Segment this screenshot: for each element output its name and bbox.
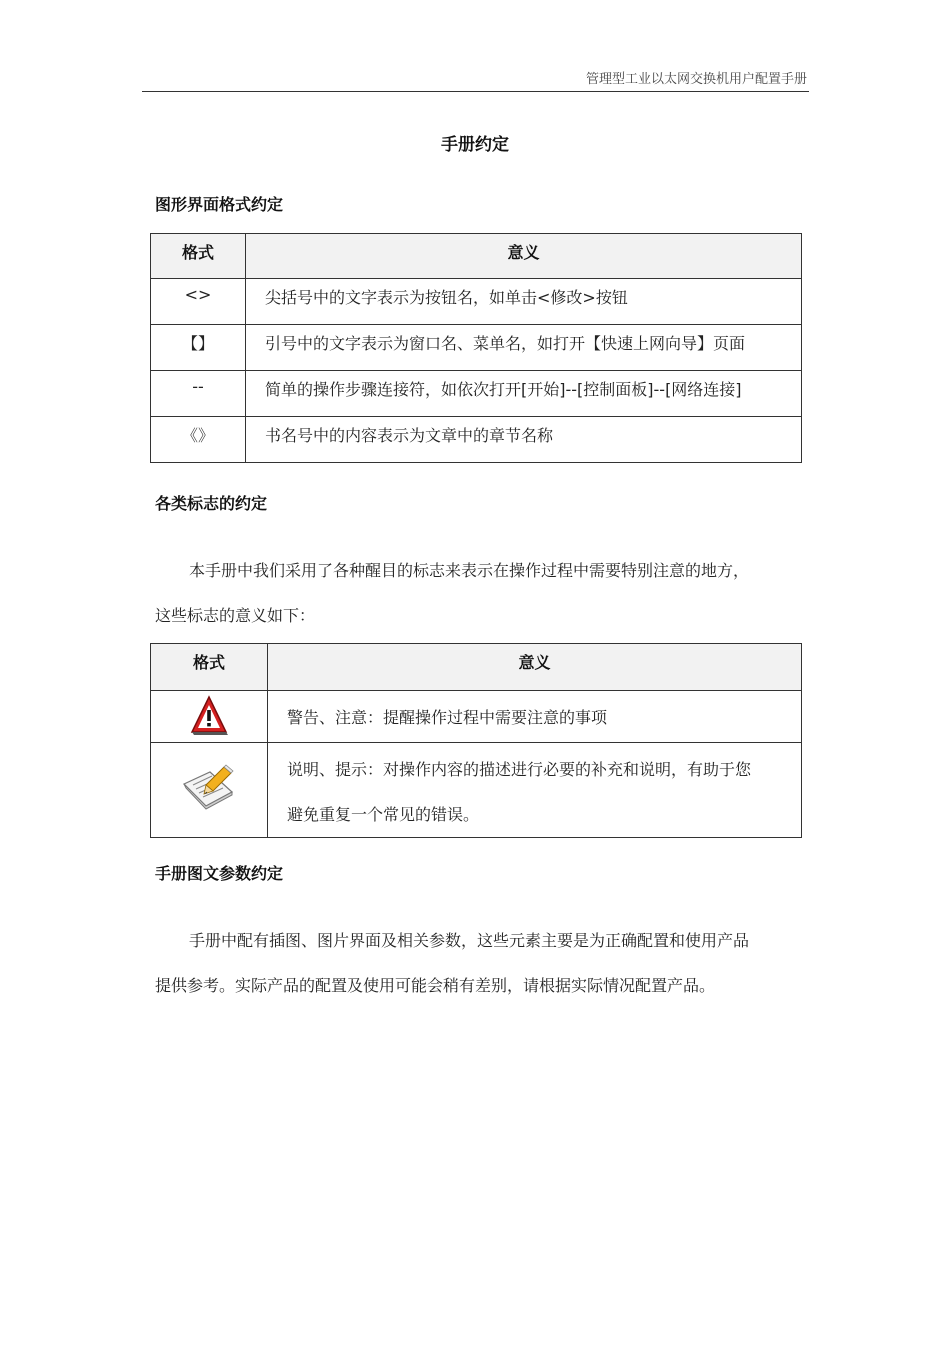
warning-triangle-icon — [189, 694, 229, 736]
meaning-line: 避免重复一个常见的错误。 — [287, 805, 480, 824]
gui-format-table — [150, 233, 802, 463]
column-header-format: 格式 — [151, 234, 246, 279]
format-cell: -- — [151, 371, 246, 417]
section-heading-gui-format: 图形界面格式约定 — [155, 195, 284, 214]
paragraph-line-2: 提供参考。实际产品的配置及使用可能会稍有差别，请根据实际情况配置产品。 — [155, 976, 716, 995]
format-cell: 【】 — [151, 325, 246, 371]
meaning-cell: 简单的操作步骤连接符，如依次打开[开始]--[控制面板]--[网络连接] — [246, 371, 802, 417]
section-heading-icon-conventions: 各类标志的约定 — [155, 494, 268, 513]
meaning-cell: 书名号中的内容表示为文章中的章节名称 — [246, 417, 802, 463]
meaning-line: 警告、注意：提醒操作过程中需要注意的事项 — [287, 708, 608, 727]
meaning-line: 说明、提示：对操作内容的描述进行必要的补充和说明，有助于您 — [287, 760, 752, 779]
intro-line-1: 本手册中我们采用了各种醒目的标志来表示在操作过程中需要特别注意的地方， — [189, 561, 750, 580]
table-row — [151, 691, 802, 743]
section-heading-parameters: 手册图文参数约定 — [155, 864, 284, 883]
format-cell — [151, 691, 268, 743]
paragraph-line-1: 手册中配有插图、图片界面及相关参数，这些元素主要是为正确配置和使用产品 — [189, 931, 750, 950]
note-pencil-icon — [180, 764, 238, 812]
format-cell: 《》 — [151, 417, 246, 463]
table-header-row — [151, 644, 802, 691]
running-title: 管理型工业以太网交换机用户配置手册 — [585, 72, 807, 87]
column-header-meaning: 意义 — [246, 234, 802, 279]
page-header — [142, 60, 809, 92]
column-header-format: 格式 — [151, 644, 268, 691]
table-row — [151, 325, 802, 371]
table-row — [151, 417, 802, 463]
column-header-meaning: 意义 — [268, 644, 802, 691]
meaning-cell — [268, 743, 802, 838]
meaning-cell: 引号中的文字表示为窗口名、菜单名，如打开【快速上网向导】页面 — [246, 325, 802, 371]
table-row — [151, 371, 802, 417]
table-row — [151, 279, 802, 325]
icon-convention-table — [150, 643, 802, 838]
intro-line-2: 这些标志的意义如下： — [155, 606, 316, 625]
table-row — [151, 743, 802, 838]
table-header-row — [151, 234, 802, 279]
meaning-cell: 尖括号中的文字表示为按钮名，如单击<修改>按钮 — [246, 279, 802, 325]
format-cell — [151, 743, 268, 838]
meaning-cell — [268, 691, 802, 743]
format-cell: <> — [151, 279, 246, 325]
page-title: 手册约定 — [441, 135, 509, 155]
